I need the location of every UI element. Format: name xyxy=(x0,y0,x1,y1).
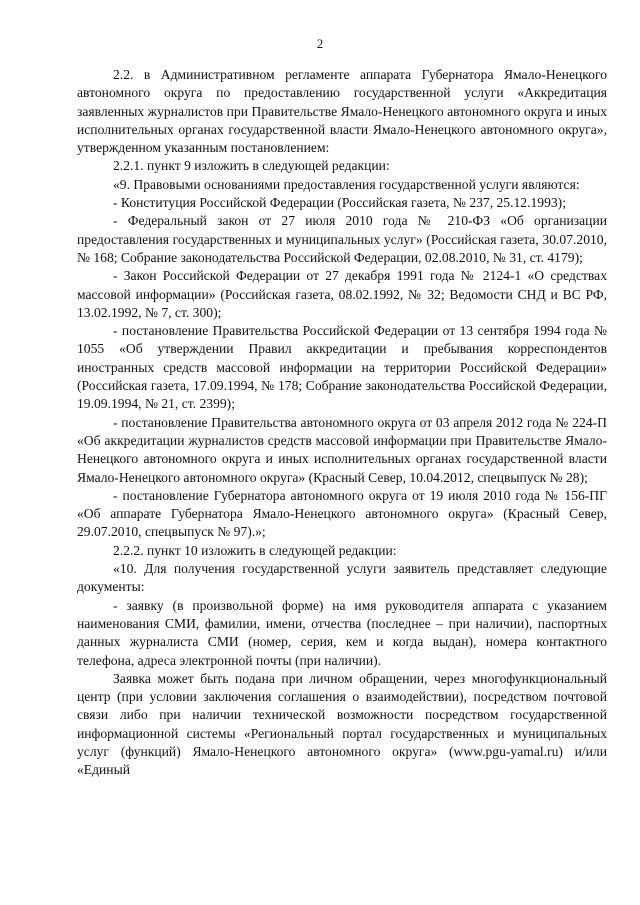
list-item-constitution: - Конституция Российской Федерации (Российская газета, № 237, 25.12.1993); xyxy=(113,195,566,211)
page-number: 2 xyxy=(316,36,324,51)
list-item-law-2124: - Закон Российской Федерации от 27 декабря 1991 года № 2124-1 «О средствах массовой информации» (Российская газета, 08.02.1992, № 32; Ведомости СНД и ВС РФ, 13.02.1992, № 7, ст. 300); xyxy=(77,268,607,320)
document-body xyxy=(77,66,607,780)
list-item-resolution-1055: - постановление Правительства Российской Федерации от 13 сентября 1994 года № 1055 «Об утверждении Правил аккредитации и пребывания корреспондентов иностранных средств массовой информации на территории Российской Федерации» (Российская газета, 17.09.1994, № 178; Собрание законодательства Российской Федерации, 19.09.1994, № 21, ст. 2399); xyxy=(77,323,607,412)
list-item-resolution-224: - постановление Правительства автономного округа от 03 апреля 2012 года № 224-П «Об аккредитации журналистов средств массовой информации при Правительстве Ямало-Ненецкого автономного округа и иных исполнительных органах государственной власти Ямало-Ненецкого автономного округа» (Красный Север, 10.04.2012, спецвыпуск № 28); xyxy=(77,414,607,485)
list-item-resolution-156: - постановление Губернатора автономного округа от 19 июля 2010 года № 156-ПГ «Об аппарате Губернатора Ямало-Ненецкого автономного округа» (Красный Север, 29.07.2010, спецвыпуск № 97).»; xyxy=(77,487,607,540)
list-item-federal-law-210: - Федеральный закон от 27 июля 2010 года № 210-ФЗ «Об организации предоставления государственных и муниципальных услуг» (Российская газета, 30.07.2010, № 168; Собрание законодательства Российской Федерации, 02.08.2010, № 31, ст. 4179); xyxy=(77,213,607,265)
paragraph-application-submission: Заявка может быть подана при личном обращении, через многофункциональный центр (при условии заключения соглашения о взаимодействии), посредством почтовой связи либо при наличии технической возможности посредством государственной информационной системы «Региональный портал государственных и муниципальных услуг (функций) Ямало-Ненецкого автономного округа» (www.pgu-yamal.ru) и/или «Единый xyxy=(77,670,607,778)
paragraph-item-10: «10. Для получения государственной услуги заявитель представляет следующие документы: xyxy=(77,561,607,595)
paragraph-2-2-intro: 2.2. в Административном регламенте аппарата Губернатора Ямало-Ненецкого автономного округа по предоставлению государственной услуги «Аккредитация заявленных журналистов при Правительстве Ямало-Ненецкого автономного округа и иных исполнительных органах государственной власти Ямало-Ненецкого автономного округа», утвержденном указанным постановлением: xyxy=(77,67,607,156)
list-item-application: - заявку (в произвольной форме) на имя руководителя аппарата с указанием наименования СМИ, фамилии, имени, отчества (последнее – при наличии), паспортных данных журналиста СМИ (номер, серия, кем и когда выдан), номера контактного телефона, адреса электронной почты (при наличии). xyxy=(77,597,607,668)
paragraph-2-2-1: 2.2.1. пункт 9 изложить в следующей редакции: xyxy=(113,158,390,174)
paragraph-2-2-2: 2.2.2. пункт 10 изложить в следующей редакции: xyxy=(113,542,397,558)
paragraph-item-9: «9. Правовыми основаниями предоставления государственной услуги являются: xyxy=(113,176,580,192)
